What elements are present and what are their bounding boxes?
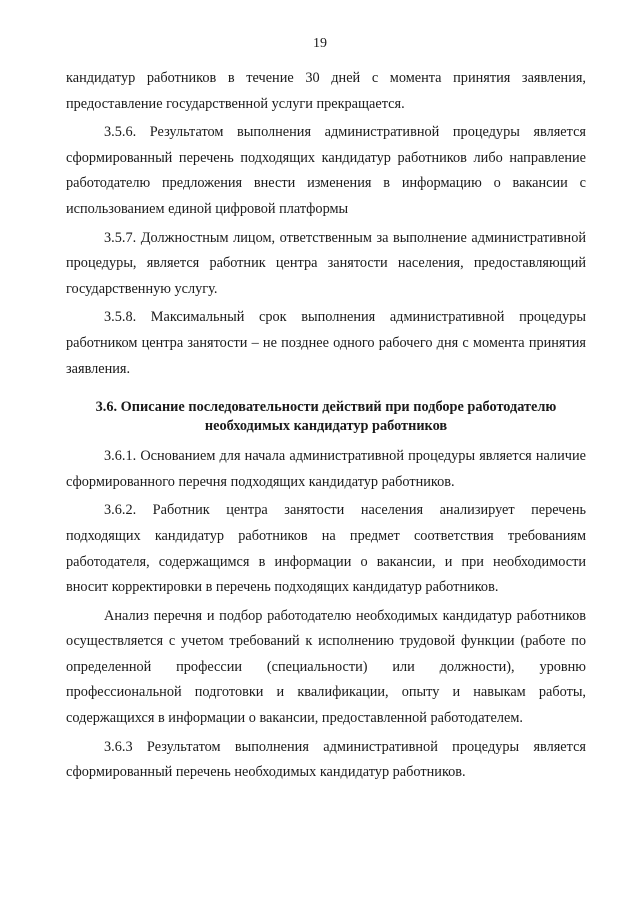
paragraph-3-5-8: 3.5.8. Максимальный срок выполнения административной процедуры работником центра занятости – не позднее одного рабочего дня с момента принятия заявления. <box>66 309 586 377</box>
document-body <box>66 66 586 786</box>
paragraph-continuation: кандидатур работников в течение 30 дней с момента принятия заявления, предоставление государственной услуги прекращается. <box>66 70 586 112</box>
paragraph-3-5-7: 3.5.7. Должностным лицом, ответственным за выполнение административной процедуры, является работник центра занятости населения, предоставляющий государственную услугу. <box>66 229 586 297</box>
page-number: 19 <box>313 36 327 51</box>
paragraph-3-6-3: 3.6.3 Результатом выполнения административной процедуры является сформированный перечень необходимых кандидатур работников. <box>66 738 586 781</box>
section-heading-line-2: необходимых кандидатур работников <box>204 418 448 435</box>
paragraph-3-6-1: 3.6.1. Основанием для начала административной процедуры является наличие сформированного перечня подходящих кандидатур работников. <box>66 448 586 490</box>
paragraph-analysis: Анализ перечня и подбор работодателю необходимых кандидатур работников осуществляется с учетом требований к исполнению трудовой функции (работе по определенной профессии (специальности) или должности), уровню профессиональной подготовки и квалификации, опыту и навыкам работы, содержащихся в информации о вакансии, предоставленной работодателем. <box>66 607 586 727</box>
section-heading-line-1: 3.6. Описание последовательности действий при подборе работодателю <box>95 399 557 416</box>
paragraph-3-5-6: 3.5.6. Результатом выполнения административной процедуры является сформированный перечень подходящих кандидатур работников либо направление работодателю предложения внести изменения в информацию о вакансии с использованием единой цифровой платформы <box>66 124 586 217</box>
paragraph-3-6-2: 3.6.2. Работник центра занятости населения анализирует перечень подходящих кандидатур работников на предмет соответствия требованиям работодателя, содержащимся в информации о вакансии, и при необходимости вносит корректировки в перечень подходящих кандидатур работников. <box>66 502 586 596</box>
section-heading-3-6 <box>66 398 586 436</box>
